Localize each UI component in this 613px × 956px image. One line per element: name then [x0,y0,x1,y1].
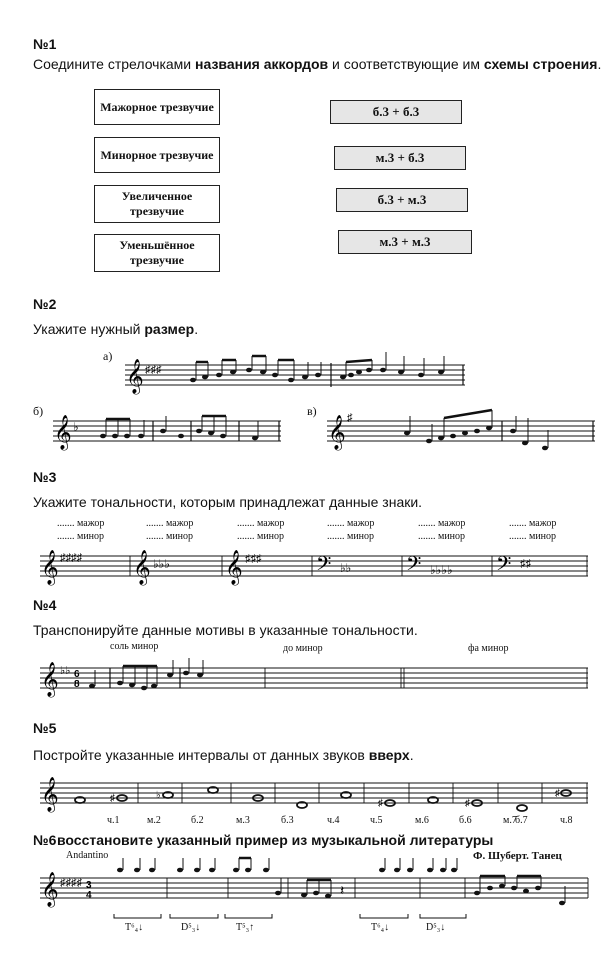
key-label-f-minor: фа минор [468,643,509,654]
task2-text-end: . [194,321,199,337]
task1-text-bold-2: схемы строения [483,56,598,72]
flat-icon: ♭ [156,790,161,801]
chord-name-minor[interactable]: Минорное трезвучие [94,137,220,173]
bass-clef-icon: 𝄢 [316,552,332,580]
treble-clef-icon: 𝄞 [41,777,59,812]
major-label-1: ....... мажор [57,518,105,529]
major-label-5: ....... мажор [418,518,466,529]
treble-clef-icon: 𝄞 [126,359,144,394]
minor-label-4: ....... минор [327,531,375,542]
chord-name-diminished[interactable]: Уменьшённое трезвучие [94,234,220,272]
rest-icon: 𝄽 [340,882,345,898]
bass-clef-icon: 𝄢 [496,552,512,580]
interval-label-3: б.2 [191,815,204,826]
composer-credit: Ф. Шуберт. Танец [473,850,562,862]
interval-label-11: б.7 [515,815,528,826]
scheme-2[interactable]: м.3 + б.3 [334,146,466,170]
interval-label-8: м.6 [415,815,429,826]
task2-label-c: в) [307,404,317,418]
staff-5 [40,778,592,814]
interval-label-7: ч.5 [370,815,383,826]
scheme-4[interactable]: м.3 + м.3 [338,230,472,254]
staff-2c [327,412,599,462]
svg-text:8: 8 [74,679,80,690]
treble-clef-icon: 𝄞 [41,550,59,585]
flats-icon: ♭♭♭ [153,557,170,571]
chord-name-major[interactable]: Мажорное трезвучие [94,89,220,125]
treble-clef-icon: 𝄞 [328,415,346,450]
svg-text:4: 4 [86,890,92,901]
function-label-4: T⁶₄↓ [371,922,390,933]
time-signature: 6 [74,669,80,680]
treble-clef-icon: 𝄞 [133,550,151,585]
task4-number: №4 [33,597,57,613]
interval-label-12: ч.8 [560,815,573,826]
task6-instruction: восстановите указанный пример из музыкальной литературы [57,832,494,848]
function-label-5: D⁵₃↓ [426,922,446,933]
task5-text-end: . [409,747,414,763]
major-label-3: ....... мажор [237,518,285,529]
minor-label-2: ....... минор [146,531,194,542]
sharp-icon: ♯ [110,793,115,804]
interval-label-9: б.6 [459,815,472,826]
major-label-2: ....... мажор [146,518,194,529]
scheme-3[interactable]: б.3 + м.3 [336,188,468,212]
flats-icon: ♭♭ [340,561,352,575]
task1-instruction [33,56,601,72]
time-signature: 3 [86,880,92,891]
function-brackets [114,914,466,918]
staff-6 [40,858,592,914]
interval-label-4: м.3 [236,815,250,826]
task2-instruction [33,321,198,337]
bass-clef-icon: 𝄢 [406,552,422,580]
sharps-icon: ♯♯♯♯ [60,552,82,564]
sharp-icon: ♯ [347,412,353,424]
task5-instruction [33,747,414,763]
task1-text-end: . [597,56,602,72]
staff-2a [125,360,470,400]
task2-label-a: а) [103,349,113,363]
minor-label-1: ....... минор [57,531,105,542]
task4-instruction: Транспонируйте данные мотивы в указанные тональности. [33,622,418,638]
function-label-1: T⁶₄↓ [125,922,144,933]
task1-number: №1 [33,36,57,52]
flat-icon: ♭ [73,420,79,434]
treble-clef-icon: 𝄞 [41,872,59,907]
key-label-g-minor: соль минор [110,641,159,652]
task5-text-bold: вверх [368,747,410,763]
minor-label-5: ....... минор [418,531,466,542]
interval-label-6: ч.4 [327,815,340,826]
task2-text: Укажите нужный [33,321,145,337]
task1-text-2: и соответствующие им [328,56,484,72]
task3-instruction: Укажите тональности, которым принадлежат данные знаки. [33,494,423,510]
task5-text: Постройте указанные интервалы от данных звуков [33,747,369,763]
function-label-2: D⁵₃↓ [181,922,201,933]
staff-3 [40,548,592,588]
sharp-icon: ♯ [465,798,470,809]
sharp-icon: ♯♯♯ [145,364,162,376]
task2-text-bold: размер [144,321,195,337]
task1-text-bold-1: названия аккордов [195,56,329,72]
major-label-6: ....... мажор [509,518,557,529]
staff-2b [53,416,285,456]
treble-clef-icon: 𝄞 [41,662,59,697]
sharp-icon: ♯ [555,788,560,799]
treble-clef-icon: 𝄞 [54,415,72,450]
sharp-icon: ♯ [378,798,383,809]
sharps-icon: ♯♯ [520,558,531,570]
staff-4 [40,660,592,700]
task1-text-1: Соедините стрелочками [33,56,196,72]
chord-name-augmented[interactable]: Увеличенное трезвучие [94,185,220,223]
minor-label-6: ....... минор [509,531,557,542]
interval-label-2: м.2 [147,815,161,826]
major-label-4: ....... мажор [327,518,375,529]
task2-label-b: б) [33,404,44,418]
function-label-3: T⁵₃↑ [236,922,255,933]
interval-label-1: ч.1 [107,815,120,826]
treble-clef-icon: 𝄞 [225,550,243,585]
tempo-marking: Andantino [66,850,109,861]
task6-number: №6 [33,832,57,848]
task2-number: №2 [33,296,57,312]
interval-label-10: м.7 [503,815,517,826]
interval-label-5: б.3 [281,815,294,826]
staff-lines [125,365,465,385]
flats-icon: ♭♭♭♭ [430,563,453,577]
task5-number: №5 [33,720,57,736]
task3-number: №3 [33,469,57,485]
flats-icon: ♭♭ [60,665,71,677]
minor-label-3: ....... минор [237,531,285,542]
sharps-icon: ♯♯♯ [245,553,262,565]
key-label-c-minor: до минор [283,643,323,654]
sharps-icon: ♯♯♯♯ [60,877,82,889]
scheme-1[interactable]: б.3 + б.3 [330,100,462,124]
